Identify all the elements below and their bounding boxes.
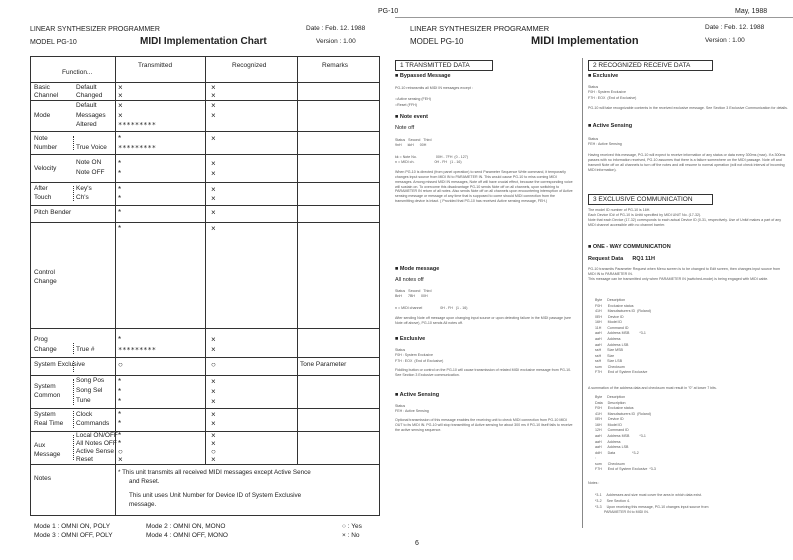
sub-divider xyxy=(73,411,74,428)
page-number: 6 xyxy=(415,540,419,547)
section-recognized-receive-data: 2 RECOGNIZED RECEIVE DATA xyxy=(588,60,713,71)
right-title: LINEAR SYNTHESIZER PROGRAMMER xyxy=(410,24,550,33)
row-rule xyxy=(30,408,380,409)
row-label: System xyxy=(34,411,56,418)
cell-remarks: Tone Parameter xyxy=(300,361,347,368)
row-label: Notes xyxy=(34,475,51,482)
row-sublabel: True # xyxy=(76,346,95,353)
checksum-comment: A summation of the address data and checksum must result in "0" at lower 7 bits. xyxy=(588,386,717,390)
notes-text: * This unit transmits all received MIDI messages except Active Sence xyxy=(118,469,311,476)
column-divider xyxy=(582,58,583,528)
cell-transmitted: * xyxy=(118,377,122,386)
row-rule xyxy=(30,100,380,101)
all-notes-off-sub: All notes off xyxy=(395,277,424,283)
row-sublabel: Clock xyxy=(76,411,93,418)
cell-transmitted: * xyxy=(118,194,122,203)
chart-title: MIDI Implementation Chart xyxy=(140,36,267,47)
cell-recognized: × xyxy=(211,185,216,194)
row-label: Common xyxy=(34,392,61,399)
cell-recognized: × xyxy=(211,387,216,396)
cell-transmitted: ********* xyxy=(118,144,156,152)
row-label: Pitch Bender xyxy=(34,209,72,216)
row-sublabel: Altered xyxy=(76,121,97,128)
row-sublabel: Song Pos xyxy=(76,377,105,384)
cell-recognized: × xyxy=(211,410,216,419)
cell-transmitted: * xyxy=(118,387,122,396)
cell-recognized: × xyxy=(211,335,216,344)
rq1-byte-table: Byte Description F0H Exclusive status 41H Manufacturers ID (Roland) 0EH Device ID 16H Model ID 11H Command ID aaH Address MSB *3-1 aaH Address aaH Address LSB ssH Size MSB ssH Size ssH Size LSB sum Checksum F7H End of System Exclusive xyxy=(595,298,651,375)
row-rule xyxy=(30,82,380,83)
cell-transmitted: × xyxy=(118,455,123,464)
rx-exclusive-status: Status F0H : System Exclusive F7H : EOX (End of Exclusive) xyxy=(588,85,637,100)
cell-transmitted: * xyxy=(118,169,122,178)
sub-divider xyxy=(73,379,74,405)
right-page xyxy=(395,0,793,560)
left-date: Date : Feb. 12. 1988 xyxy=(306,25,366,32)
left-version: Version : 1.00 xyxy=(316,38,356,45)
note-off-status-table: Status Second Third 9nH kkH 00H xyxy=(395,138,432,148)
cell-transmitted: ********* xyxy=(118,121,156,129)
cell-transmitted: * xyxy=(118,185,122,194)
row-sublabel: Messages xyxy=(76,112,106,119)
row-label: Velocity xyxy=(34,165,57,172)
col-header-function: Function... xyxy=(62,69,93,76)
cell-recognized: ○ xyxy=(211,360,216,369)
all-notes-off-params: n = MIDI channel 0H - FH (1 - 16) xyxy=(395,306,468,310)
one-way-body: PG-10 transmits Parameter Request when Menu screen is to be changed to Edit screen, then changes input source from MIDI IN to PARAMETER IN. This message can be transmitted only when PARAMETER IN (switched-mode) is being engaged with MIDI cable. xyxy=(588,267,781,281)
yes-legend: ○ : Yes xyxy=(342,523,362,530)
mode-message-heading: ■ Mode message xyxy=(395,266,440,272)
row-label: Number xyxy=(34,144,58,151)
row-sublabel: True Voice xyxy=(76,144,107,151)
tx-exclusive-description: Fiddling button or control on the PG-10 will cause transmission of related MIDI exclusive message from PG-10. See Section 3 Exclusive communication. xyxy=(395,368,572,377)
exclusive-communication-body: The model ID number of PG-10 is 16H. Each Device ID# of PG-10 is Unit# specified by MIDI UNIT No. (17-32). Note that each Device (17-32) corresponds to each actual Device ID (0-31, respectively. Use of Unit# makes a part of any MIDI channel accessible with no channel barrier. xyxy=(588,208,782,227)
mode-legend: Mode 4 : OMNI OFF, MONO xyxy=(146,532,228,539)
note-off-params: kk = Note No. 00H - 7FH (0 - 127) n = MIDI ch. 0H - FH (1 - 16) xyxy=(395,155,468,165)
bypassed-body: PG-10 retransmits all MIDI IN messages except : xyxy=(395,86,473,90)
cell-transmitted: * xyxy=(118,224,122,233)
right-date: Date : Feb. 12. 1988 xyxy=(705,24,765,31)
cell-recognized: × xyxy=(211,377,216,386)
no-legend: × : No xyxy=(342,532,360,539)
cell-transmitted: * xyxy=(118,410,122,419)
right-doc-title: MIDI Implementation xyxy=(531,35,639,47)
cell-transmitted: * xyxy=(118,159,122,168)
cell-recognized: ○ xyxy=(211,447,216,456)
cell-transmitted: * xyxy=(118,335,122,344)
row-label: Basic xyxy=(34,84,50,91)
cell-transmitted: × xyxy=(118,111,123,120)
row-rule xyxy=(30,357,380,358)
sub-divider xyxy=(73,186,74,201)
mode-legend: Mode 2 : OMNI ON, MONO xyxy=(146,523,226,530)
row-sublabel: Note ON xyxy=(76,159,102,166)
row-sublabel: Ch's xyxy=(76,194,89,201)
row-label: Control xyxy=(34,269,55,276)
cell-recognized: × xyxy=(211,345,216,354)
row-label: Change xyxy=(34,278,57,285)
rx-active-sensing-heading: ■ Active Sensing xyxy=(588,123,633,129)
cell-recognized: × xyxy=(211,397,216,406)
one-way-heading: ■ ONE - WAY COMMUNICATION xyxy=(588,244,671,250)
sub-divider xyxy=(73,136,74,150)
row-sublabel: Tune xyxy=(76,397,91,404)
col-header-transmitted: Transmitted xyxy=(138,62,173,69)
rx-active-sensing-status: Status FEH : Active Sensing xyxy=(588,137,622,147)
row-sublabel: All Notes OFF xyxy=(76,440,117,447)
notes-text: This unit uses Unit Number for Device ID of System Exclusive xyxy=(129,492,302,499)
cell-transmitted: * xyxy=(118,397,122,406)
bypassed-heading: ■ Bypassed Message xyxy=(395,73,451,79)
row-rule xyxy=(30,182,380,183)
cell-recognized: × xyxy=(211,134,216,143)
notes-label: Notes : xyxy=(588,481,600,485)
cell-transmitted: × xyxy=(118,83,123,92)
sub-divider xyxy=(73,435,74,460)
cell-recognized: × xyxy=(211,169,216,178)
cell-recognized: × xyxy=(211,224,216,233)
right-model: MODEL PG-10 xyxy=(410,37,464,46)
row-label: Real Time xyxy=(34,420,64,427)
tx-exclusive-status: Status F0H : System Exclusive F7H : EOX (End of Exclusive) xyxy=(395,348,444,363)
note-event-heading: ■ Note event xyxy=(395,114,428,120)
tx-active-sensing-status: Status FEH : Active Sensing xyxy=(395,404,429,414)
rx-exclusive-heading: ■ Exclusive xyxy=(588,73,619,79)
cell-recognized: × xyxy=(211,159,216,168)
row-sublabel: Default xyxy=(76,84,97,91)
row-label: System Exclusive xyxy=(34,361,85,368)
bypassed-item: ○Reset (FFH) xyxy=(395,103,417,107)
cell-recognized: × xyxy=(211,431,216,440)
rx-active-sensing-description: Having received this message, PG-10 will expect to receive information of any status or data every 300ms (max). If a 300ms passes with no information received, PG-10 assumes that there is a failure somewhere on the MIDI passage. Note off and transmit Note off on all channels to turn off the notes and will resume to normal operation (will not check interval of incoming MIDI information). xyxy=(588,153,786,172)
row-label: Change xyxy=(34,346,57,353)
row-label: Message xyxy=(34,451,61,458)
row-rule xyxy=(30,328,380,329)
all-notes-off-table: Status Second Third BnH 7BH 00H xyxy=(395,289,432,299)
col-header-remarks: Remarks xyxy=(322,62,349,69)
col-divider xyxy=(297,56,298,464)
col-header-recognized: Recognized xyxy=(232,62,267,69)
cell-recognized: × xyxy=(211,439,216,448)
cell-transmitted: ○ xyxy=(118,447,123,456)
row-sublabel: Song Sel xyxy=(76,387,103,394)
cell-recognized: × xyxy=(211,111,216,120)
row-sublabel: Note OFF xyxy=(76,169,105,176)
sub-divider xyxy=(73,343,74,354)
cell-transmitted: * xyxy=(118,419,122,428)
row-sublabel: Changed xyxy=(76,92,103,99)
rx-notes: *3-1 Addresses and size must cover the area in which data exist. *3-2 See Section 4. *3-3 Upon receiving this message, PG-10 changes input source from PARAMETER IN to MIDI IN. xyxy=(595,493,709,515)
mode-legend: Mode 3 : OMNI OFF, POLY xyxy=(34,532,113,539)
row-label: System xyxy=(34,383,56,390)
cell-transmitted: × xyxy=(118,91,123,100)
cell-recognized: × xyxy=(211,455,216,464)
header-date: May, 1988 xyxy=(735,8,768,15)
mode-legend: Mode 1 : OMNI ON, POLY xyxy=(34,523,111,530)
notes-text: message. xyxy=(129,501,157,508)
cell-transmitted: * xyxy=(118,431,122,440)
cell-recognized: × xyxy=(211,194,216,203)
row-label: Prog xyxy=(34,336,48,343)
cell-transmitted: * xyxy=(118,439,122,448)
row-label: Aux xyxy=(34,442,46,449)
row-rule xyxy=(30,464,380,465)
col-divider xyxy=(205,56,206,464)
row-sublabel: Local ON/OFF xyxy=(76,432,118,439)
note-off-description: When PG-10 is directed (from panel operation) to send Parameter Sequence Write command, it temporarily changes input source from MIDI IN to PARAMETER IN. This would cause PG-10 to miss coming MIDI messages. Among missed MIDI IN messages, Note off will have crucial effect, because the corresponding voice will sustain on. To overcome this disadvantage PG-10 sends Note off on all channels, upon switching to PARAMETER IN return of all notes. Also sends Note off on all channels upon encountering interruption of Active sensing message or message of any time that is supposed to come should MIDI connection from the transmitting device is intact. ( Provided that PG-10 has received Active sensing message, FEH.) xyxy=(395,170,573,204)
row-rule xyxy=(30,222,380,223)
section-transmitted-data: 1 TRANSMITTED DATA xyxy=(395,60,493,71)
row-label: Channel xyxy=(34,92,59,99)
dt1-byte-table: Byte Description Data Description F0H Exclusive status 41H Manufacturers ID (Roland) 0EH Device ID 16H Model ID 12H Command ID aaH Address MSB *3-1 aaH Address aaH Address LSB ddH Data *3-2 : sum Checksum F7H End of System Exclusive *3-3 xyxy=(595,395,656,472)
row-sublabel: Default xyxy=(76,102,97,109)
tx-active-sensing-description: Optional transmission of this message enables the receiving unit to check MIDI connection from PG-10 MIDI OUT to its MIDI IN. PG-10 will stop transmitting of Active sensing for about 300 ms if PG-10 itself fails to receive the active sensing sequence. xyxy=(395,418,573,432)
row-sublabel: Active Sense xyxy=(76,448,114,455)
rx-exclusive-description: PG-10 will take recognizable contents in the received exclusive message. See Section 3 Exclusive Communication for details. xyxy=(588,106,788,110)
cell-transmitted: * xyxy=(118,134,122,143)
right-version: Version : 1.00 xyxy=(705,37,745,44)
row-sublabel: Key's xyxy=(76,185,92,192)
header-page-label: PG-10 xyxy=(378,8,399,15)
request-data-sub: Request Data RQ1 11H xyxy=(588,256,655,262)
cell-recognized: × xyxy=(211,101,216,110)
notes-text: and Reset. xyxy=(129,478,160,485)
row-label: Mode xyxy=(34,112,51,119)
row-label: After xyxy=(34,185,48,192)
tx-active-sensing-heading: ■ Active Sensing xyxy=(395,392,440,398)
cell-recognized: × xyxy=(211,208,216,217)
left-model: MODEL PG-10 xyxy=(30,39,77,46)
row-sublabel: Reset xyxy=(76,456,93,463)
cell-transmitted: ********* xyxy=(118,346,156,354)
row-rule xyxy=(30,205,380,206)
cell-transmitted: * xyxy=(118,208,122,217)
row-sublabel: Commands xyxy=(76,420,110,427)
left-title: LINEAR SYNTHESIZER PROGRAMMER xyxy=(30,26,160,33)
cell-transmitted: ○ xyxy=(118,360,123,369)
cell-recognized: × xyxy=(211,91,216,100)
all-notes-off-description: After sending Note off message upon changing input source or upon detecting failure in the MIDI passage (see Note off above), PG-10 sends All notes off. xyxy=(395,316,571,325)
cell-recognized: × xyxy=(211,419,216,428)
row-rule xyxy=(30,375,380,376)
tx-exclusive-heading: ■ Exclusive xyxy=(395,336,426,342)
row-rule xyxy=(30,131,380,132)
bypassed-item: ○Active sensing (FEH) xyxy=(395,97,431,101)
cell-transmitted: × xyxy=(118,101,123,110)
note-off-sub: Note off xyxy=(395,125,415,131)
left-page xyxy=(0,0,395,560)
section-exclusive-communication: 3 EXCLUSIVE COMMUNICATION xyxy=(588,194,713,205)
cell-recognized: × xyxy=(211,83,216,92)
row-rule xyxy=(30,154,380,155)
row-label: Touch xyxy=(34,194,52,201)
row-label: Note xyxy=(34,135,48,142)
